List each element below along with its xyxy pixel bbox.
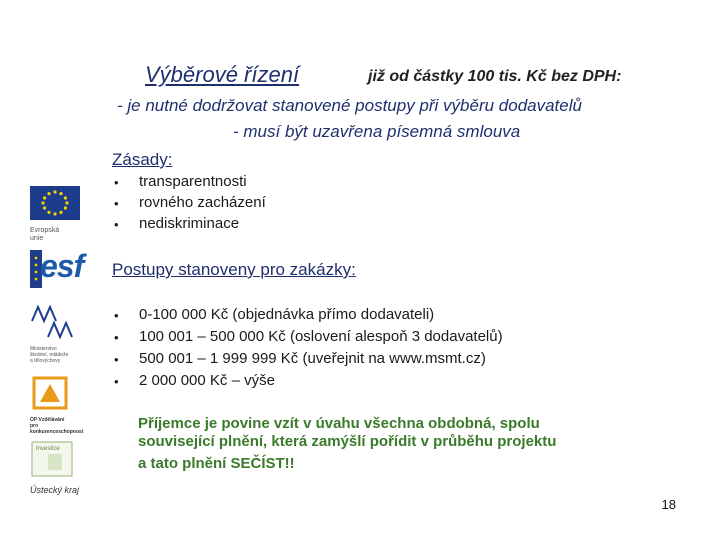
op-vk-label-2: pro konkurenceschopnost	[30, 423, 84, 435]
postupy-heading: Postupy stanoveny pro zakázky:	[112, 260, 356, 279]
kraj-top-label: Investice	[36, 446, 60, 452]
bullet-dot: •	[114, 330, 119, 345]
zasady-heading: Zásady:	[112, 150, 173, 169]
note-line-3: a tato plnění SEČÍST!!	[138, 455, 295, 472]
bullet-dot: •	[114, 308, 119, 323]
msmt-label-2: školství, mládeže	[30, 352, 69, 358]
page-number: 18	[661, 497, 676, 512]
zasady-item-1: transparentnosti	[139, 173, 247, 190]
zasady-item-3: nediskriminace	[139, 215, 240, 232]
logo-sidebar	[0, 0, 108, 540]
note-line-2: související plnění, která zamýšlí pořídit v průběhu projektu	[138, 433, 557, 450]
page-title: Výběrové řízení	[145, 62, 300, 87]
op-vk-label-1: OP Vzdělávání	[30, 417, 65, 423]
bullet-dot: •	[114, 196, 119, 211]
subtitle-line-1: - je nutné dodržovat stanovené postupy při výběru dodavatelů	[117, 96, 582, 115]
bullet-dot: •	[114, 374, 119, 389]
msmt-label-1: Ministerstvo	[30, 346, 57, 352]
esf-text: esf	[40, 248, 84, 284]
postupy-item-1: 0-100 000 Kč (objednávka přímo dodavateli)	[139, 306, 435, 323]
eu-flag-icon	[30, 186, 80, 220]
subtitle-line-2: - musí být uzavřena písemná smlouva	[233, 122, 521, 141]
postupy-item-3: 500 001 – 1 999 999 Kč (uveřejnit na www.msmt.cz)	[139, 350, 486, 367]
zasady-item-2: rovného zacházení	[139, 194, 266, 211]
msmt-label-3: a tělovýchovy	[30, 358, 61, 364]
ustecky-kraj-logo	[30, 440, 84, 495]
esf-logo	[30, 250, 84, 293]
title-condition: již od částky 100 tis. Kč bez DPH:	[368, 68, 622, 85]
kraj-label: Ústecký kraj	[30, 485, 80, 495]
postupy-item-4: 2 000 000 Kč – výše	[139, 372, 275, 389]
bullet-dot: •	[114, 217, 119, 232]
bullet-dot: •	[114, 352, 119, 367]
bullet-dot: •	[114, 175, 119, 190]
eu-label: Evropská unie	[30, 227, 60, 242]
op-vk-logo	[30, 376, 84, 435]
note-line-1: Příjemce je povine vzít v úvahu všechna obdobná, spolu	[138, 415, 540, 432]
msmt-monogram-icon	[30, 305, 74, 339]
msmt-logo	[30, 305, 84, 364]
eu-logo	[30, 186, 84, 243]
op-vk-emblem-icon	[30, 376, 70, 410]
postupy-item-2: 100 001 – 500 000 Kč (oslovení alespoň 3 dodavatelů)	[139, 328, 503, 345]
